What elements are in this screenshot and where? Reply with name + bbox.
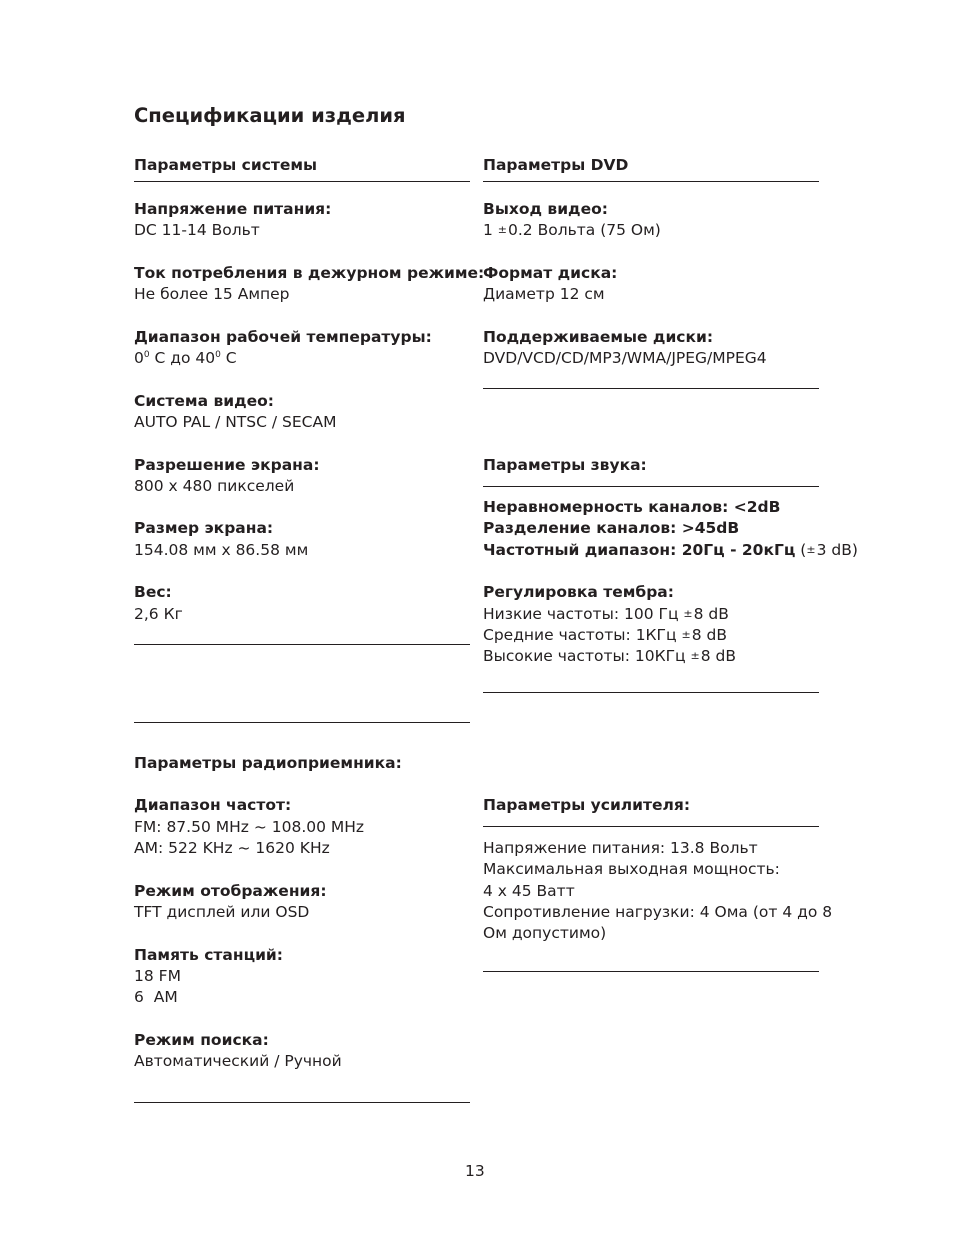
spec-value: Высокие частоты: 10КГц ±8 dB	[483, 647, 737, 665]
spec-label: Диапазон рабочей температуры:	[134, 328, 432, 346]
amp-heading: Параметры усилителя:	[483, 796, 691, 814]
spec-line: Неравномерность каналов: <2dB	[483, 498, 781, 516]
spec-value: DVD/VCD/CD/MP3/WMA/JPEG/MPEG4	[483, 349, 767, 367]
spec-label: Формат диска:	[483, 264, 618, 282]
spec-line-frequency: Частотный диапазон: 20Гц - 20кГц (±3 dB)	[483, 541, 858, 559]
system-heading: Параметры системы	[134, 156, 318, 174]
spec-label: Система видео:	[134, 392, 274, 410]
divider	[134, 1102, 470, 1103]
spec-value: Не более 15 Ампер	[134, 285, 290, 303]
spec-label: Режим поиска:	[134, 1031, 269, 1049]
divider	[483, 826, 819, 827]
spec-label: Режим отображения:	[134, 882, 327, 900]
spec-value: Диаметр 12 см	[483, 285, 605, 303]
spec-label: Размер экрана:	[134, 519, 274, 537]
spec-line: Максимальная выходная мощность:	[483, 860, 780, 878]
spec-value-temperature: $0^0$ С до $40^0$ С	[134, 349, 237, 367]
page-number: 13	[465, 1162, 485, 1180]
spec-line: 4 x 45 Ватт	[483, 882, 575, 900]
spec-label: Напряжение питания:	[134, 200, 332, 218]
sound-heading: Параметры звука:	[483, 456, 647, 474]
divider	[483, 486, 819, 487]
spec-label: Вес:	[134, 583, 172, 601]
divider	[483, 971, 819, 972]
divider	[483, 181, 819, 182]
page-title: Спецификации изделия	[134, 104, 406, 127]
spec-line: Сопротивление нагрузки: 4 Ома (от 4 до 8	[483, 903, 833, 921]
spec-line: Разделение каналов: >45dB	[483, 519, 740, 537]
spec-label: Ток потребления в дежурном режиме:	[134, 264, 485, 282]
spec-line: Ом допустимо)	[483, 924, 607, 942]
spec-value: AUTO PAL / NTSC / SECAM	[134, 413, 337, 431]
spec-label: Регулировка тембра:	[483, 583, 674, 601]
divider	[483, 388, 819, 389]
spec-line: Напряжение питания: 13.8 Вольт	[483, 839, 758, 857]
spec-label: Поддерживаемые диски:	[483, 328, 714, 346]
spec-value: 2,6 Кг	[134, 605, 183, 623]
spec-label: Диапазон частот:	[134, 796, 292, 814]
spec-value: 18 FM	[134, 967, 181, 985]
spec-value: Низкие частоты: 100 Гц ±8 dB	[483, 605, 729, 623]
spec-value: 1 ±0.2 Вольта (75 Ом)	[483, 221, 661, 239]
spec-value: AM: 522 KHz ~ 1620 KHz	[134, 839, 330, 857]
divider	[134, 644, 470, 645]
spec-label: Память станций:	[134, 946, 283, 964]
spec-value: DC 11-14 Вольт	[134, 221, 260, 239]
spec-value: 6 AM	[134, 988, 178, 1006]
spec-value: Автоматический / Ручной	[134, 1052, 342, 1070]
dvd-heading: Параметры DVD	[483, 156, 629, 174]
divider	[134, 181, 470, 182]
divider	[483, 692, 819, 693]
spec-label: Разрешение экрана:	[134, 456, 320, 474]
radio-heading: Параметры радиоприемника:	[134, 754, 402, 772]
spec-value: 154.08 мм x 86.58 мм	[134, 541, 309, 559]
spec-value: TFT дисплей или OSD	[134, 903, 310, 921]
divider	[134, 722, 470, 723]
spec-value: Средние частоты: 1КГц ±8 dB	[483, 626, 727, 644]
spec-value: 800 x 480 пикселей	[134, 477, 295, 495]
spec-label: Выход видео:	[483, 200, 608, 218]
spec-value: FM: 87.50 MHz ~ 108.00 MHz	[134, 818, 365, 836]
